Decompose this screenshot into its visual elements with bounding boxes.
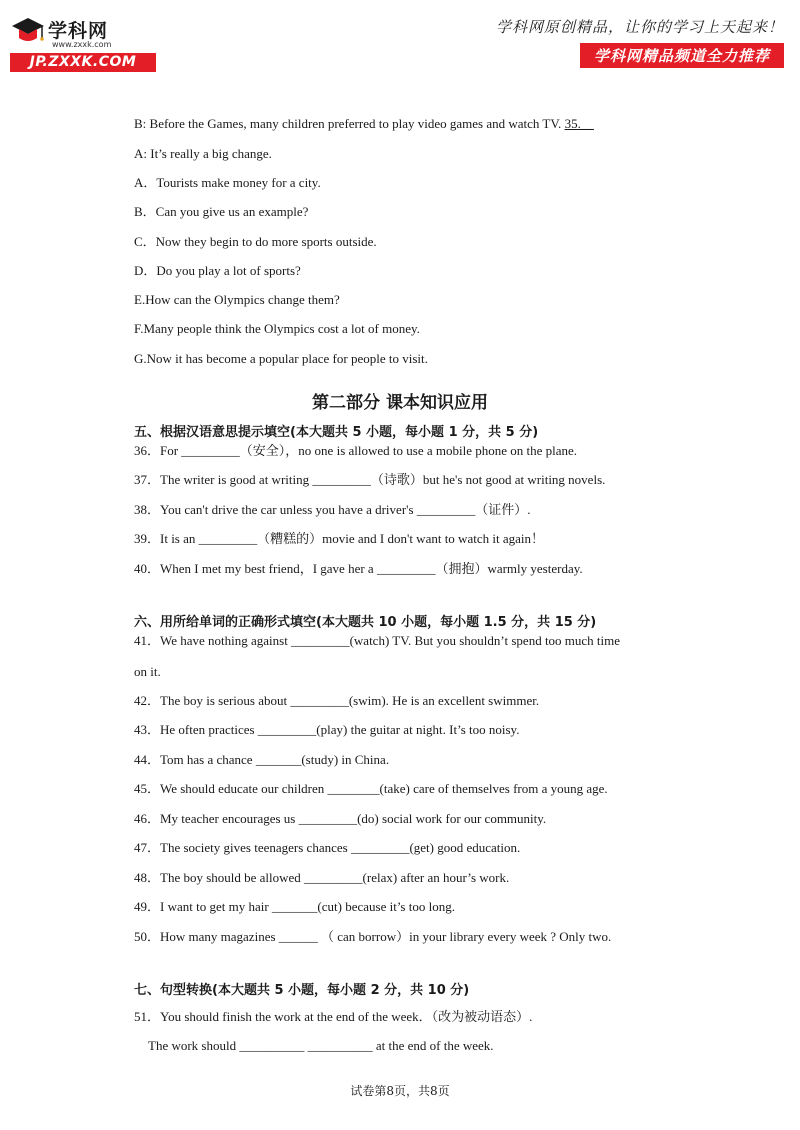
question-47: 47．The society gives teenagers chances _________(get) good education. [134,840,521,855]
question-51-answer-line: The work should __________ __________ at the end of the week. [148,1038,494,1053]
dialog-b-line: B: Before the Games, many children preferred to play video games and watch TV. 35.__ [134,116,594,131]
question-46: 46．My teacher encourages us _________(do) social work for our community. [134,811,547,826]
option-c: C．Now they begin to do more sports outside. [134,234,377,249]
question-41: 41．We have nothing against _________(watch) TV. But you shouldn’t spend too much time [134,633,621,648]
page-header [0,0,800,80]
blank-35: 35.__ [564,116,594,131]
question-38: 38．You can't drive the car unless you have a driver's _________（证件）. [134,502,531,517]
option-g: G.Now it has become a popular place for people to visit. [134,351,428,366]
question-40: 40．When I met my best friend，I gave her a _________（拥抱）warmly yesterday. [134,561,583,576]
section-five-heading: 五、根据汉语意思提示填空(本大题共 5 小题，每小题 1 分，共 5 分) [134,425,539,440]
slogan-handwriting: 学科网原创精品，让你的学习上天起来！ [495,18,784,36]
option-f: F.Many people think the Olympics cost a lot of money. [134,321,420,336]
dialog-a-line: A: It’s really a big change. [134,146,272,161]
zxxk-logo [8,12,158,72]
logo-url: www.zxxk.com [52,40,112,49]
option-d: D．Do you play a lot of sports? [134,263,301,278]
page-footer: 试卷第8页，共8页 [350,1084,450,1098]
question-37: 37．The writer is good at writing _________（诗歌）but he's not good at writing novels. [134,472,606,487]
header-slogan [494,16,784,68]
slogan-banner: 学科网精品频道全力推荐 [580,43,784,68]
question-41-cont: on it. [134,664,161,679]
option-a: A．Tourists make money for a city. [134,175,321,190]
question-42: 42．The boy is serious about _________(swim). He is an excellent swimmer. [134,693,540,708]
question-36: 36．For _________（安全），no one is allowed to use a mobile phone on the plane. [134,443,578,458]
question-51: 51．You should finish the work at the end of the week．（改为被动语态）. [134,1009,533,1024]
question-39: 39．It is an _________（糟糕的）movie and I don't want to watch it again！ [134,531,544,546]
question-50: 50．How many magazines ______ （ can borrow）in your library every week ? Only two. [134,929,612,944]
section-six-heading: 六、用所给单词的正确形式填空(本大题共 10 小题，每小题 1.5 分，共 15 分) [134,615,597,630]
graduation-cap-icon [10,14,46,48]
option-b: B．Can you give us an example? [134,204,309,219]
section-seven-heading: 七、句型转换(本大题共 5 小题，每小题 2 分，共 10 分) [134,983,470,998]
question-49: 49．I want to get my hair _______(cut) because it’s too long. [134,899,455,914]
question-48: 48．The boy should be allowed _________(relax) after an hour’s work. [134,870,510,885]
question-44: 44．Tom has a chance _______(study) in China. [134,752,390,767]
question-43: 43．He often practices _________(play) the guitar at night. It’s too noisy. [134,722,520,737]
logo-text: 学科网 [48,20,109,42]
logo-banner: JP.ZXXK.COM [10,53,156,72]
part-two-title: 第二部分 课本知识应用 [312,393,488,413]
option-e: E.How can the Olympics change them? [134,292,340,307]
question-45: 45．We should educate our children ________(take) care of themselves from a young age. [134,781,608,796]
